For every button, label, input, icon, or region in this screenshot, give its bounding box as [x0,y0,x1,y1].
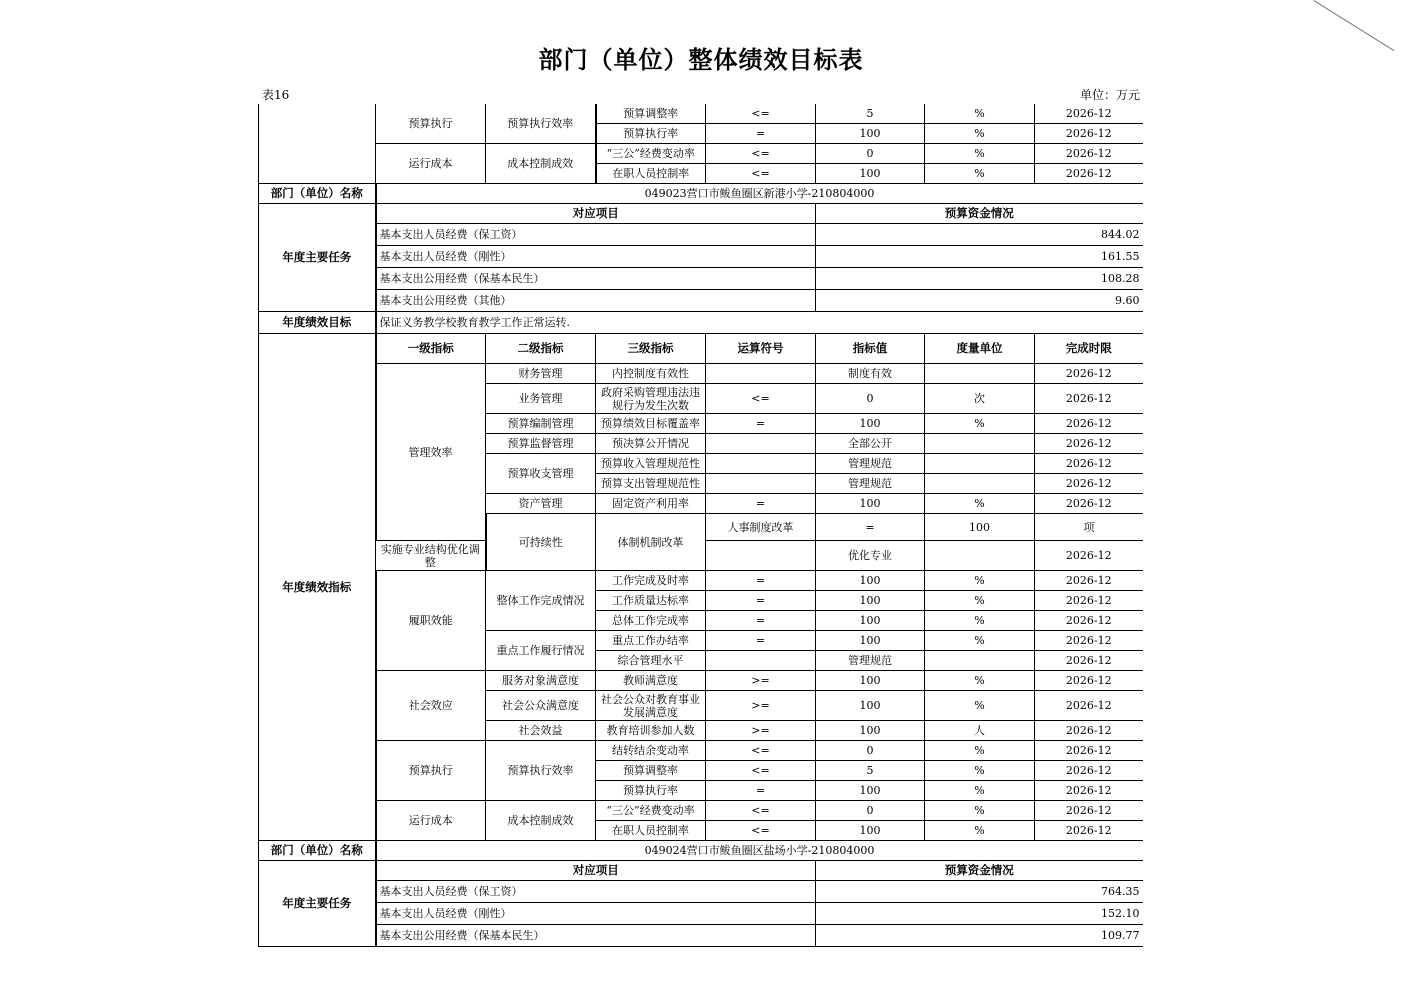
value-cell: 100 [816,631,925,651]
header-unit: 度量单位 [925,334,1035,364]
operator-cell: = [706,591,816,611]
table-row [259,571,1144,591]
operator-cell: <= [706,761,816,781]
task-row [259,903,1144,925]
deadline-cell: 2026-12 [1035,144,1144,164]
operator-cell: <= [706,741,816,761]
deadline-cell: 2026-12 [1035,104,1144,124]
operator-cell [706,434,816,454]
level2-cell: 预算编制管理 [486,414,596,434]
value-cell: 0 [816,144,925,164]
task-amount: 844.02 [816,224,1144,246]
level3-cell: 内控制度有效性 [596,364,706,384]
deadline-cell: 2026-12 [1035,721,1144,741]
level1-cell: 预算执行 [376,741,486,801]
deadline-cell: 2026-12 [1035,164,1144,184]
operator-cell: <= [706,164,816,184]
operator-cell: <= [706,104,816,124]
task-header-row [259,204,1144,224]
task-row [259,246,1144,268]
level3-cell: 政府采购管理违法违规行为发生次数 [596,384,706,414]
unit-cell: % [925,671,1035,691]
fund-header: 预算资金情况 [816,204,1144,224]
header-operator: 运算符号 [706,334,816,364]
value-cell: 100 [816,591,925,611]
level3-cell: 预算执行率 [596,124,706,144]
level3-cell: 预算支出管理规范性 [596,474,706,494]
empty-cell [259,104,376,184]
dept-name: 049024营口市鲅鱼圈区盐场小学-210804000 [376,841,1144,861]
level2-cell: 整体工作完成情况 [486,571,596,631]
unit-cell: % [925,144,1035,164]
level3-cell: 预算绩效目标覆盖率 [596,414,706,434]
unit-cell: % [925,104,1035,124]
deadline-cell: 2026-12 [1035,124,1144,144]
unit-cell: % [925,414,1035,434]
unit-cell [925,364,1035,384]
dept-name-label: 部门（单位）名称 [259,184,376,204]
value-cell: 100 [816,124,925,144]
unit-cell: % [925,781,1035,801]
task-item: 基本支出人员经费（刚性） [376,903,816,925]
value-cell: 优化专业 [816,541,925,571]
task-label: 年度主要任务 [259,204,376,312]
deadline-cell: 2026-12 [1035,434,1144,454]
unit-cell: % [925,801,1035,821]
task-amount: 9.60 [816,290,1144,312]
task-amount: 764.35 [816,881,1144,903]
level3-cell: 综合管理水平 [596,651,706,671]
value-cell: 100 [925,514,1035,541]
operator-cell: = [706,781,816,801]
deadline-cell: 2026-12 [1035,454,1144,474]
level2-cell: 预算收支管理 [486,454,596,494]
operator-cell: >= [706,721,816,741]
level2-cell: 体制机制改革 [596,514,706,571]
table-number: 表16 [262,88,290,102]
level1-cell: 履职效能 [376,571,486,671]
deadline-cell: 2026-12 [1035,591,1144,611]
value-cell: 100 [816,721,925,741]
level1-cell: 预算执行 [376,104,486,144]
performance-table [258,104,1143,947]
page-title: 部门（单位）整体绩效目标表 [538,46,864,74]
deadline-cell: 2026-12 [1035,671,1144,691]
deadline-cell: 2026-12 [1035,611,1144,631]
table-row [259,671,1144,691]
unit-cell: % [925,821,1035,841]
deadline-cell: 2026-12 [1035,691,1144,721]
task-amount: 109.77 [816,925,1144,947]
value-cell: 0 [816,801,925,821]
value-cell: 制度有效 [816,364,925,384]
level2-cell: 预算执行效率 [486,741,596,801]
deadline-cell: 2026-12 [1035,571,1144,591]
value-cell: 100 [816,571,925,591]
task-row [259,290,1144,312]
operator-cell: = [706,611,816,631]
operator-cell: = [706,494,816,514]
level3-cell: 预算调整率 [596,104,706,124]
value-cell: 全部公开 [816,434,925,454]
header-level2: 二级指标 [486,334,596,364]
level3-cell: 在职人员控制率 [596,164,706,184]
level3-cell: 人事制度改革 [706,514,816,541]
level2-cell: 社会公众满意度 [486,691,596,721]
task-row [259,881,1144,903]
level2-cell: 资产管理 [486,494,596,514]
goal-row [259,312,1144,334]
performance-sheet [258,104,1143,959]
unit-cell: % [925,164,1035,184]
operator-cell: = [706,124,816,144]
unit-cell: % [925,761,1035,781]
task-item: 基本支出公用经费（保基本民生） [376,925,816,947]
unit-cell: % [925,571,1035,591]
level2-cell: 成本控制成效 [486,801,596,841]
operator-cell: >= [706,671,816,691]
level3-cell: 结转结余变动率 [596,741,706,761]
value-cell: 管理规范 [816,454,925,474]
task-amount: 161.55 [816,246,1144,268]
level1-cell: 管理效率 [376,364,486,541]
project-header: 对应项目 [376,861,816,881]
unit-cell [925,651,1035,671]
value-cell: 0 [816,384,925,414]
level3-cell: 工作质量达标率 [596,591,706,611]
unit-cell: 人 [925,721,1035,741]
operator-cell: >= [706,691,816,721]
unit-cell: % [925,494,1035,514]
indicator-label: 年度绩效指标 [259,334,376,841]
value-cell: 100 [816,164,925,184]
level3-cell: 重点工作办结率 [596,631,706,651]
value-cell: 0 [816,741,925,761]
operator-cell [706,474,816,494]
value-cell: 管理规范 [816,651,925,671]
operator-cell: = [706,414,816,434]
deadline-cell: 2026-12 [1035,761,1144,781]
level3-cell: 固定资产利用率 [596,494,706,514]
operator-cell: <= [706,144,816,164]
task-amount: 152.10 [816,903,1144,925]
deadline-cell: 2026-12 [1035,821,1144,841]
header-value: 指标值 [816,334,925,364]
deadline-cell: 2026-12 [1035,801,1144,821]
goal-label: 年度绩效目标 [259,312,376,334]
value-cell: 100 [816,781,925,801]
deadline-cell: 2026-12 [1035,474,1144,494]
header-deadline: 完成时限 [1035,334,1144,364]
level3-cell: 预算执行率 [596,781,706,801]
value-cell: 100 [816,671,925,691]
dept-name-label: 部门（单位）名称 [259,841,376,861]
level3-cell: 工作完成及时率 [596,571,706,591]
unit-cell: % [925,124,1035,144]
deadline-cell: 2026-12 [1035,364,1144,384]
level3-cell: 教师满意度 [596,671,706,691]
deadline-cell: 2026-12 [1035,384,1144,414]
dept-name-row [259,184,1144,204]
value-cell: 100 [816,611,925,631]
level3-cell: 社会公众对教育事业发展满意度 [596,691,706,721]
level1-cell: 运行成本 [376,801,486,841]
level3-cell: 总体工作完成率 [596,611,706,631]
table-row [259,741,1144,761]
deadline-cell: 2026-12 [1035,651,1144,671]
value-cell: 100 [816,821,925,841]
operator-cell [706,364,816,384]
task-item: 基本支出公用经费（保基本民生） [376,268,816,290]
level3-cell: 实施专业结构优化调整 [376,541,486,571]
unit-label: 单位：万元 [1079,88,1140,102]
unit-cell: % [925,691,1035,721]
table-row [259,364,1144,384]
deadline-cell: 2026-12 [1035,631,1144,651]
level1-cell: 社会效应 [376,671,486,741]
unit-cell [925,474,1035,494]
operator-cell: <= [706,801,816,821]
dept-name-row [259,841,1144,861]
task-item: 基本支出人员经费（保工资） [376,881,816,903]
level1-cell: 可持续性 [486,514,596,571]
goal-text: 保证义务教学校教育教学工作正常运转. [376,312,1144,334]
level3-cell: “三公”经费变动率 [596,801,706,821]
level2-cell: 服务对象满意度 [486,671,596,691]
indicator-header-row [259,334,1144,364]
unit-cell [925,434,1035,454]
task-row [259,268,1144,290]
header-level3: 三级指标 [596,334,706,364]
value-cell: 100 [816,691,925,721]
task-amount: 108.28 [816,268,1144,290]
dept-name: 049023营口市鲅鱼圈区新港小学-210804000 [376,184,1144,204]
value-cell: 5 [816,104,925,124]
operator-cell: = [706,571,816,591]
project-header: 对应项目 [376,204,816,224]
level3-cell: 预决算公开情况 [596,434,706,454]
level2-cell: 重点工作履行情况 [486,631,596,671]
operator-cell [706,651,816,671]
task-header-row [259,861,1144,881]
level2-cell: 成本控制成效 [486,144,596,184]
deadline-cell: 2026-12 [1035,541,1144,571]
value-cell: 100 [816,494,925,514]
deadline-cell: 2026-12 [1035,494,1144,514]
unit-cell [925,541,1035,571]
table-row [259,104,1144,124]
unit-cell: % [925,611,1035,631]
table-row [259,144,1144,164]
operator-cell: = [706,631,816,651]
operator-cell: = [816,514,925,541]
level2-cell: 社会效益 [486,721,596,741]
level3-cell: 预算调整率 [596,761,706,781]
level3-cell: “三公”经费变动率 [596,144,706,164]
value-cell: 管理规范 [816,474,925,494]
level3-cell: 在职人员控制率 [596,821,706,841]
level3-cell: 预算收入管理规范性 [596,454,706,474]
operator-cell: <= [706,384,816,414]
table-row [259,801,1144,821]
operator-cell [706,454,816,474]
deadline-cell: 2026-12 [1035,741,1144,761]
task-row [259,224,1144,246]
level3-cell: 教育培训参加人数 [596,721,706,741]
unit-cell: % [925,741,1035,761]
value-cell: 5 [816,761,925,781]
deadline-cell: 2026-12 [1035,414,1144,434]
task-item: 基本支出人员经费（保工资） [376,224,816,246]
task-item: 基本支出公用经费（其他） [376,290,816,312]
unit-cell: 次 [925,384,1035,414]
level2-cell: 预算执行效率 [486,104,596,144]
unit-cell: % [925,591,1035,611]
level2-cell: 业务管理 [486,384,596,414]
unit-cell: % [925,631,1035,651]
level2-cell: 财务管理 [486,364,596,384]
header-level1: 一级指标 [376,334,486,364]
level1-cell: 运行成本 [376,144,486,184]
operator-cell [706,541,816,571]
task-label: 年度主要任务 [259,861,376,947]
task-row [259,925,1144,947]
unit-cell: 项 [1035,514,1144,541]
task-item: 基本支出人员经费（刚性） [376,246,816,268]
value-cell: 100 [816,414,925,434]
fund-header: 预算资金情况 [816,861,1144,881]
level2-cell: 预算监督管理 [486,434,596,454]
operator-cell: <= [706,821,816,841]
deadline-cell: 2026-12 [1035,781,1144,801]
unit-cell [925,454,1035,474]
